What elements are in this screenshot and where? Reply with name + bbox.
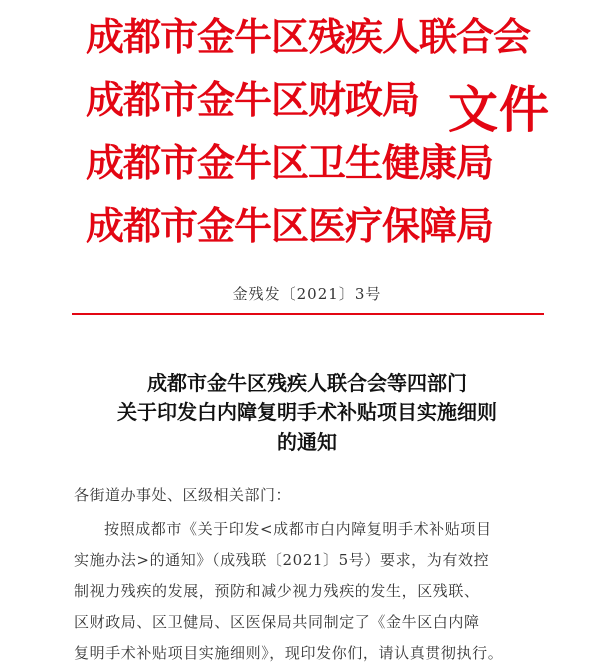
title-line-3: 的通知 [277, 430, 337, 454]
title-line-1: 成都市金牛区残疾人联合会等四部门 [147, 371, 467, 395]
issuer-disabled-persons-federation: 成都市金牛区残疾人联合会 [86, 14, 531, 59]
salutation: 各街道办事处、区级相关部门： [74, 486, 292, 504]
title-line-2: 关于印发白内障复明手术补贴项目实施细则 [117, 400, 497, 424]
body-line-4: 区财政局、区卫健局、区医保局共同制定了《金牛区白内障 [74, 613, 480, 631]
red-header [0, 0, 614, 270]
file-label: 文件 [448, 80, 550, 139]
issuer-finance-bureau: 成都市金牛区财政局 [86, 77, 420, 122]
body-line-3: 制视力残疾的发展，预防和减少视力残疾的发生，区残联、 [74, 582, 480, 600]
body-line-5: 复明手术补贴项目实施细则》，现印发你们，请认真贯彻执行。 [74, 644, 504, 662]
issuer-health-bureau: 成都市金牛区卫生健康局 [86, 140, 494, 185]
body-line-2: 实施办法>的通知》（成残联〔2021〕5号）要求，为有效控 [74, 551, 490, 569]
document-number: 金残发〔2021〕3号 [232, 285, 382, 303]
body-line-1: 按照成都市《关于印发<成都市白内障复明手术补贴项目 [104, 520, 492, 538]
red-divider [72, 313, 544, 315]
issuer-medical-security-bureau: 成都市金牛区医疗保障局 [86, 203, 494, 248]
